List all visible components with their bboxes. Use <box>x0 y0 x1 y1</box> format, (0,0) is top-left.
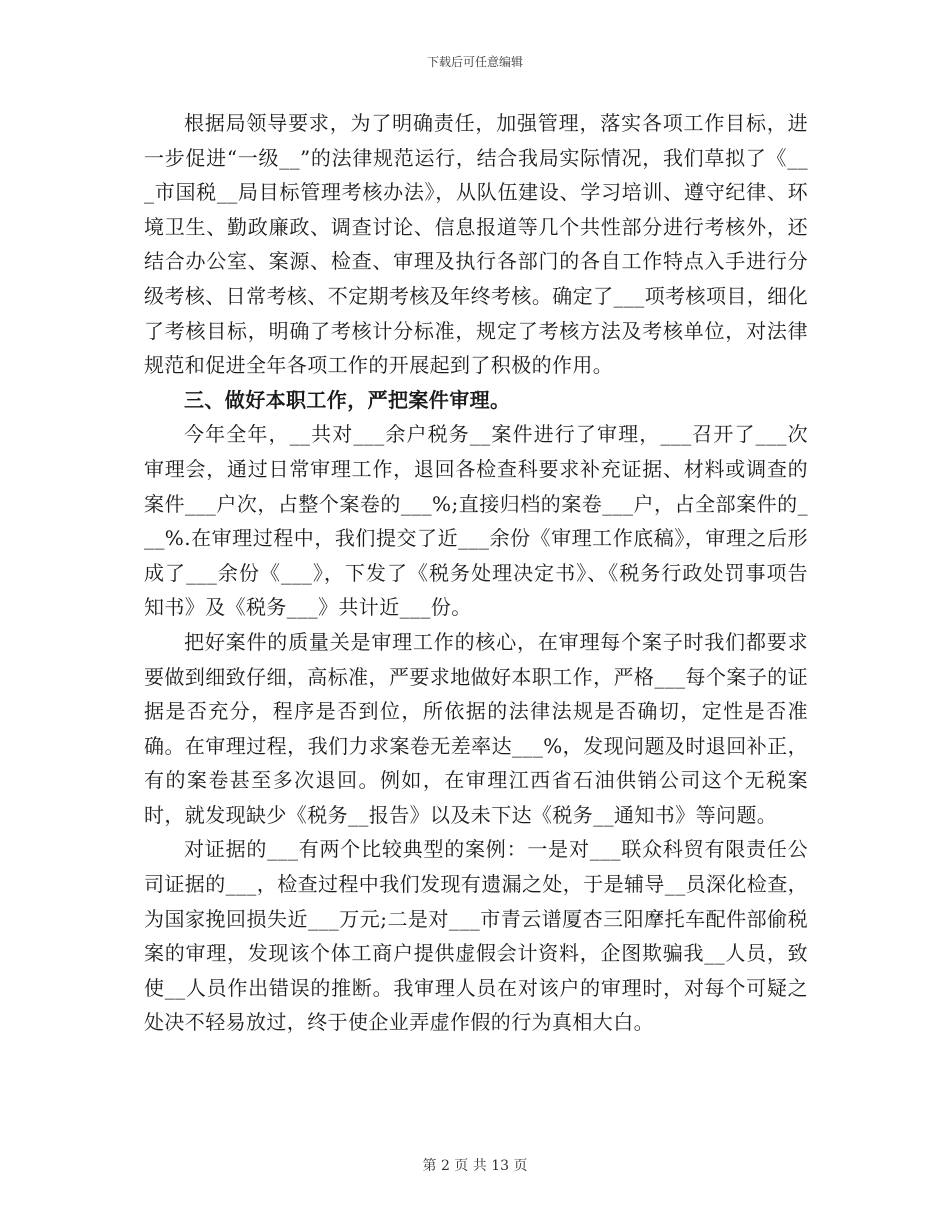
paragraph-quality-control: 把好案件的质量关是审理工作的核心，在审理每个案子时我们都要求要做到细致仔细，高标准，严要求地做好本职工作，严格___每个案子的证据是否充分，程序是否到位，所依据的法律法规是否确切，定性是否准确。在审理过程，我们力求案卷无差率达___%，发现问题及时退回补正，有的案卷甚至多次退回。例如，在审理江西省石油供销公司这个无税案时，就发现缺少《税务__报告》以及未下达《税务__通知书》等问题。 <box>144 629 808 827</box>
section-heading-case-review: 三、做好本职工作，严把案件审理。 <box>184 387 511 412</box>
paragraph-typical-cases: 对证据的___有两个比较典型的案例：一是对___联众科贸有限责任公司证据的___，检查过程中我们发现有遗漏之处，于是辅导__员深化检查，为国家挽回损失近___万元;二是对___市青云谱厦杏三阳摩托车配件部偷税案的审理，发现该个体工商户提供虚假会计资料，企图欺骗我__人员，致使__人员作出错误的推断。我审理人员在对该户的审理时，对每个可疑之处决不轻易放过，终于使企业弄虚作假的行为真相大白。 <box>144 837 808 1035</box>
page-number-footer: 第 2 页 共 13 页 <box>422 1158 528 1174</box>
document-body <box>144 106 808 1040</box>
paragraph-annual-review-stats: 今年全年，__共对___余户税务__案件进行了审理，___召开了___次审理会，通过日常审理工作，退回各检查科要求补充证据、材料或调查的案件___户次，占整个案卷的___%;直接归档的案卷___户，占全部案件的___%.在审理过程中，我们提交了近___余份《审理工作底稿》，审理之后形成了___余份《___》，下发了《税务处理决定书》、《税务行政处罚事项告知书》及《税务___》共计近___份。 <box>144 422 808 620</box>
paragraph-management-measures: 根据局领导要求，为了明确责任，加强管理，落实各项工作目标，进一步促进“一级__”的法律规范运行，结合我局实际情况，我们草拟了《___市国税__局目标管理考核办法》，从队伍建设、学习培训、遵守纪律、环境卫生、勤政廉政、调查讨论、信息报道等几个共性部分进行考核外，还结合办公室、案源、检查、审理及执行各部门的各自工作特点入手进行分级考核、日常考核、不定期考核及年终考核。确定了___项考核项目，细化了考核目标，明确了考核计分标准，规定了考核方法及考核单位，对法律规范和促进全年各项工作的开展起到了积极的作用。 <box>144 111 808 378</box>
page-header-note: 下载后可任意编辑 <box>426 55 523 69</box>
